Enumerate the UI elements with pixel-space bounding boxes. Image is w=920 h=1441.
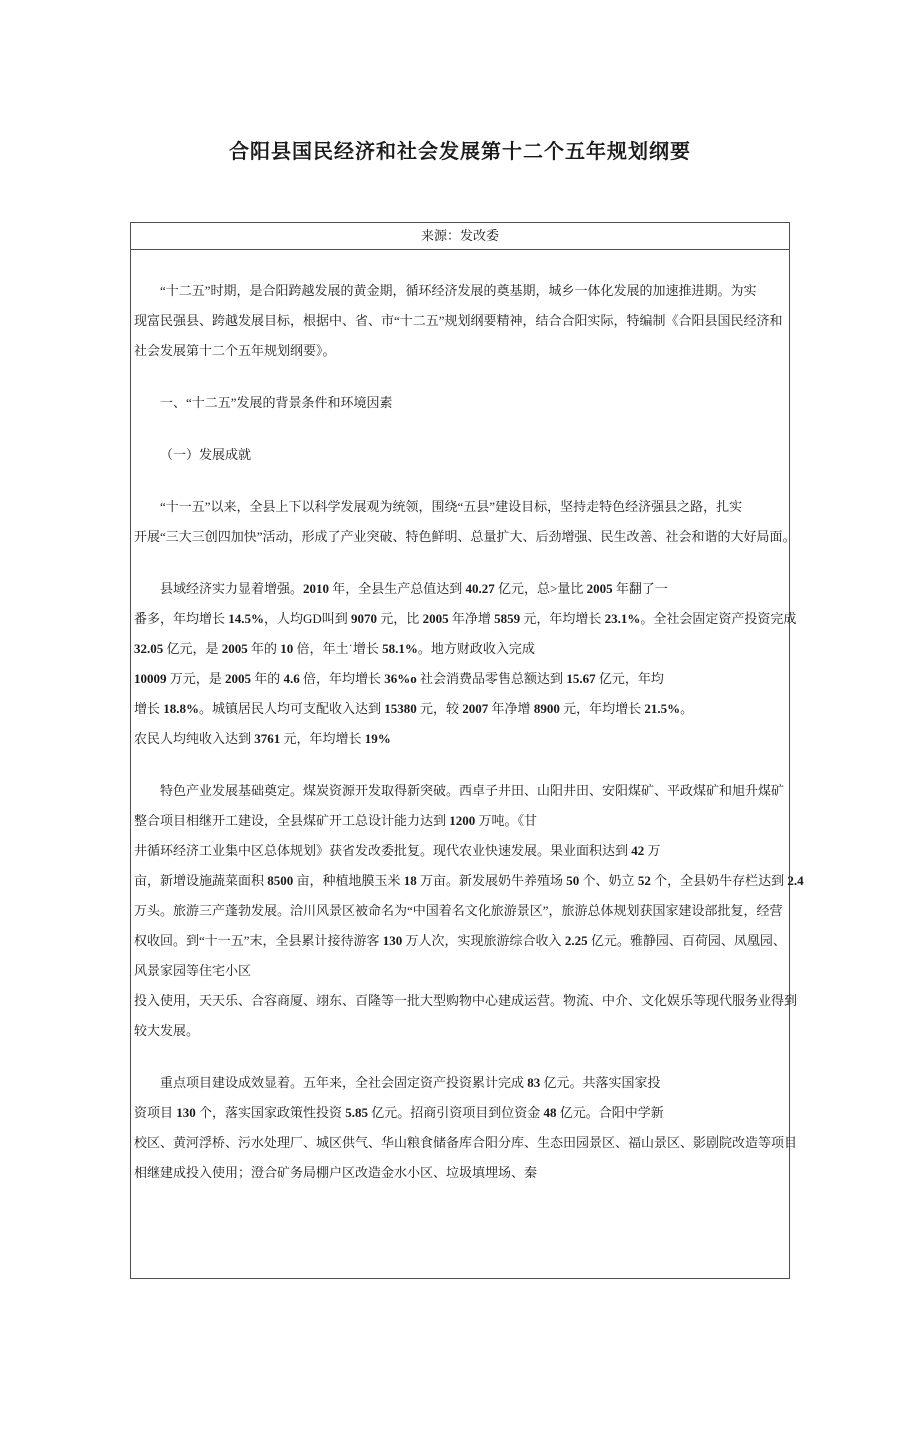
text-line (134, 276, 786, 306)
text-run: 县域经济实力显着增强。 (160, 581, 304, 596)
document-body-frame (130, 222, 804, 1279)
text-run: 倍，年均增长 (299, 671, 385, 686)
text-run: 年的 (251, 671, 284, 686)
paragraph (134, 574, 797, 754)
text-run: “十二五”时期，是合阳跨越发展的黄金期，循环经济发展的奠基期，城乡一体化发展的加速推进期。为实 (160, 283, 757, 298)
text-run: 年净增 (448, 611, 495, 626)
text-run: 元，年均增长 (559, 701, 645, 716)
bold-text-run: 5.85 (345, 1105, 369, 1120)
text-line (134, 1128, 798, 1158)
text-run: 亿元。招商引资项目到位资金 (368, 1105, 544, 1120)
text-run: 万头。旅游三产蓬勃发展。洽川风景区被命名为“中国着名文化旅游景区”，旅游总体规划获国家建设部批复，经营 (134, 903, 783, 918)
text-run: 一、“十二五”发展的背景条件和环境因素 (160, 395, 393, 410)
text-line (134, 866, 804, 896)
section-heading (134, 440, 786, 470)
text-run: 亿元，是 (163, 641, 222, 656)
text-line (134, 694, 786, 724)
text-run: 亿元。合阳中学新 (556, 1105, 664, 1120)
text-run: 万 (644, 843, 661, 858)
bold-text-run: 130 (176, 1105, 196, 1120)
text-run: 现富民强县、跨越发展目标，根据中、省、市“十二五”规划纲要精神，结合合阳实际，特编制《合阳县国民经济和 (134, 313, 783, 328)
text-run: 增长 (134, 701, 164, 716)
text-run: 亩，新增设施蔬菜面积 (134, 873, 268, 888)
text-run: 特色产业发展基础奠定。煤炭资源开发取得新突破。西卓子井田、山阳井田、安阳煤矿、平政煤矿和旭升煤矿 (160, 783, 785, 798)
bold-text-run: 10 (280, 641, 294, 656)
bold-text-run: 2005 (586, 581, 613, 596)
text-run: 万人次，实现旅游综合收入 (402, 933, 565, 948)
text-line (134, 776, 786, 806)
paragraph (134, 1068, 798, 1188)
text-line (134, 956, 786, 986)
text-line (134, 306, 786, 336)
source-row (131, 223, 789, 250)
text-run: 元，较 (416, 701, 463, 716)
document-content (131, 250, 804, 1278)
bold-text-run: 2007 (462, 701, 489, 716)
text-run: 风景家园等住宅小区 (134, 963, 252, 978)
bold-text-run: 2005 (422, 611, 449, 626)
text-run: 。 (680, 701, 694, 716)
bold-text-run: 52 (637, 873, 651, 888)
text-line (134, 522, 796, 552)
text-run: 亿元，总>量比 (494, 581, 587, 596)
bold-text-run: 9070 (351, 611, 378, 626)
text-run: 权收回。到“十一五”末，全县累计接待游客 (134, 933, 383, 948)
bold-text-run: 36%o (384, 671, 417, 686)
text-run: 。地方财政收入完成 (417, 641, 535, 656)
bold-text-run: 5859 (494, 611, 521, 626)
text-run: 年的 (247, 641, 281, 656)
text-run: 万吨。《甘 (475, 813, 538, 828)
text-run: 校区、黄河浮桥、污水处理厂、城区供气、华山粮食储备库合阳分库、生态田园景区、福山景区、影剧院改造等项目 (134, 1135, 798, 1150)
text-run: 元，年均增长 (520, 611, 605, 626)
text-line (134, 664, 786, 694)
text-run: 番多，年均增长 (134, 611, 229, 626)
bold-text-run: 50 (566, 873, 580, 888)
bold-text-run: 23.1% (604, 611, 641, 626)
text-run: 亿元，年均 (595, 671, 664, 686)
paragraph (134, 776, 804, 1046)
text-run: 井循环经济工业集中区总体规划》获省发改委批复。现代农业快速发展。果业面积达到 (134, 843, 632, 858)
text-run: 亿元。共落实国家投 (540, 1075, 661, 1090)
bold-text-run: 18.8% (163, 701, 200, 716)
paragraph (134, 276, 786, 366)
text-run: 整合项目相继开工建设，全县煤矿开工总设计能力达到 (134, 813, 450, 828)
bold-text-run: 48 (543, 1105, 557, 1120)
text-run: 年翻了一 (612, 581, 668, 596)
bold-text-run: 14.5% (228, 611, 265, 626)
bold-text-run: 1200 (449, 813, 476, 828)
source-label: 来源：发改委 (420, 228, 499, 243)
bold-text-run: 2010 (303, 581, 330, 596)
text-run: “十一五”以来，全县上下以科学发展观为统领，围绕“五县”建设目标，坚持走特色经济强县之路，扎实 (160, 499, 743, 514)
text-line (134, 440, 786, 470)
text-run: 万元，是 (166, 671, 226, 686)
text-line (134, 926, 786, 956)
bold-text-run: 2.4 (787, 873, 804, 888)
text-run: 社会消费品零售总额达到 (416, 671, 567, 686)
bold-text-run: 32.05 (134, 641, 164, 656)
text-run: 元，年均增长 (280, 731, 365, 746)
text-run: 较大发展。 (134, 1023, 200, 1038)
bold-text-run: 18 (403, 873, 417, 888)
text-line (134, 1098, 786, 1128)
text-run: 。城镇居民人均可支配收入达到 (199, 701, 385, 716)
text-run: 农民人均纯收入达到 (134, 731, 255, 746)
text-line (134, 806, 786, 836)
paragraph (134, 492, 796, 552)
bold-text-run: 83 (527, 1075, 541, 1090)
text-line (134, 634, 786, 664)
text-line (134, 492, 786, 522)
text-run: 万亩。新发展奶牛养殖场 (416, 873, 567, 888)
text-line (134, 724, 786, 754)
text-run: 开展“三大三创四加快”活动，形成了产业突破、特色鲜明、总量扩大、后劲增强、民生改善、社会和谐的大好局面。 (134, 529, 796, 544)
text-run: 重点项目建设成效显着。五年来，全社会固定资产投资累计完成 (160, 1075, 528, 1090)
bold-text-run: 40.27 (465, 581, 495, 596)
text-run: ，人均GD叫到 (264, 611, 352, 626)
document-title: 合阳县国民经济和社会发展第十二个五年规划纲要 (229, 141, 691, 163)
bold-text-run: 10009 (134, 671, 167, 686)
text-line (134, 986, 798, 1016)
text-line (134, 836, 786, 866)
text-run: （一）发展成就 (160, 447, 252, 462)
bold-text-run: 21.5% (644, 701, 681, 716)
bold-text-run: 58.1% (382, 641, 418, 656)
text-run: 。全社会固定资产投资完成 (640, 611, 797, 626)
bold-text-run: 15380 (384, 701, 417, 716)
text-line (134, 1068, 786, 1098)
bold-text-run: 130 (382, 933, 403, 948)
bold-text-run: 2.25 (564, 933, 588, 948)
bold-text-run: 4.6 (283, 671, 300, 686)
text-line (134, 336, 786, 366)
text-run: 资项目 (134, 1105, 177, 1120)
text-run: 年净增 (488, 701, 534, 716)
text-run: 投入使用，天天乐、合容商厦、翊东、百隆等一批大型购物中心建成运营。物流、中介、文化娱乐等现代服务业得到 (134, 993, 798, 1008)
text-line (134, 896, 786, 926)
text-run: 相继建成投入使用；澄合矿务局棚户区改造金水小区、垃圾填埋场、秦 (134, 1165, 538, 1180)
text-run: 个，落实国家政策性投资 (195, 1105, 346, 1120)
text-line (134, 1016, 786, 1046)
text-run: 元，比 (377, 611, 423, 626)
bold-text-run: 2005 (221, 641, 248, 656)
bold-text-run: 19% (364, 731, 391, 746)
bold-text-run: 8900 (533, 701, 560, 716)
text-run: 亿元。雅静园、百荷园、凤凰园、 (587, 933, 786, 948)
text-run: 年，全县生产总值达到 (329, 581, 466, 596)
text-run: 社会发展第十二个五年规划纲要》。 (134, 343, 336, 358)
text-line (134, 604, 797, 634)
text-line (134, 388, 786, 418)
section-heading (134, 388, 786, 418)
text-run: 倍，年土˙增长 (293, 641, 383, 656)
bold-text-run: 15.67 (566, 671, 596, 686)
text-line (134, 1158, 786, 1188)
text-run: 个，全县奶牛存栏达到 (650, 873, 788, 888)
bold-text-run: 42 (631, 843, 645, 858)
text-run: 亩，种植地膜玉米 (293, 873, 404, 888)
text-run: 个、奶立 (579, 873, 638, 888)
bold-text-run: 8500 (267, 873, 294, 888)
bold-text-run: 3761 (254, 731, 281, 746)
bold-text-run: 2005 (225, 671, 252, 686)
text-line (134, 574, 786, 604)
